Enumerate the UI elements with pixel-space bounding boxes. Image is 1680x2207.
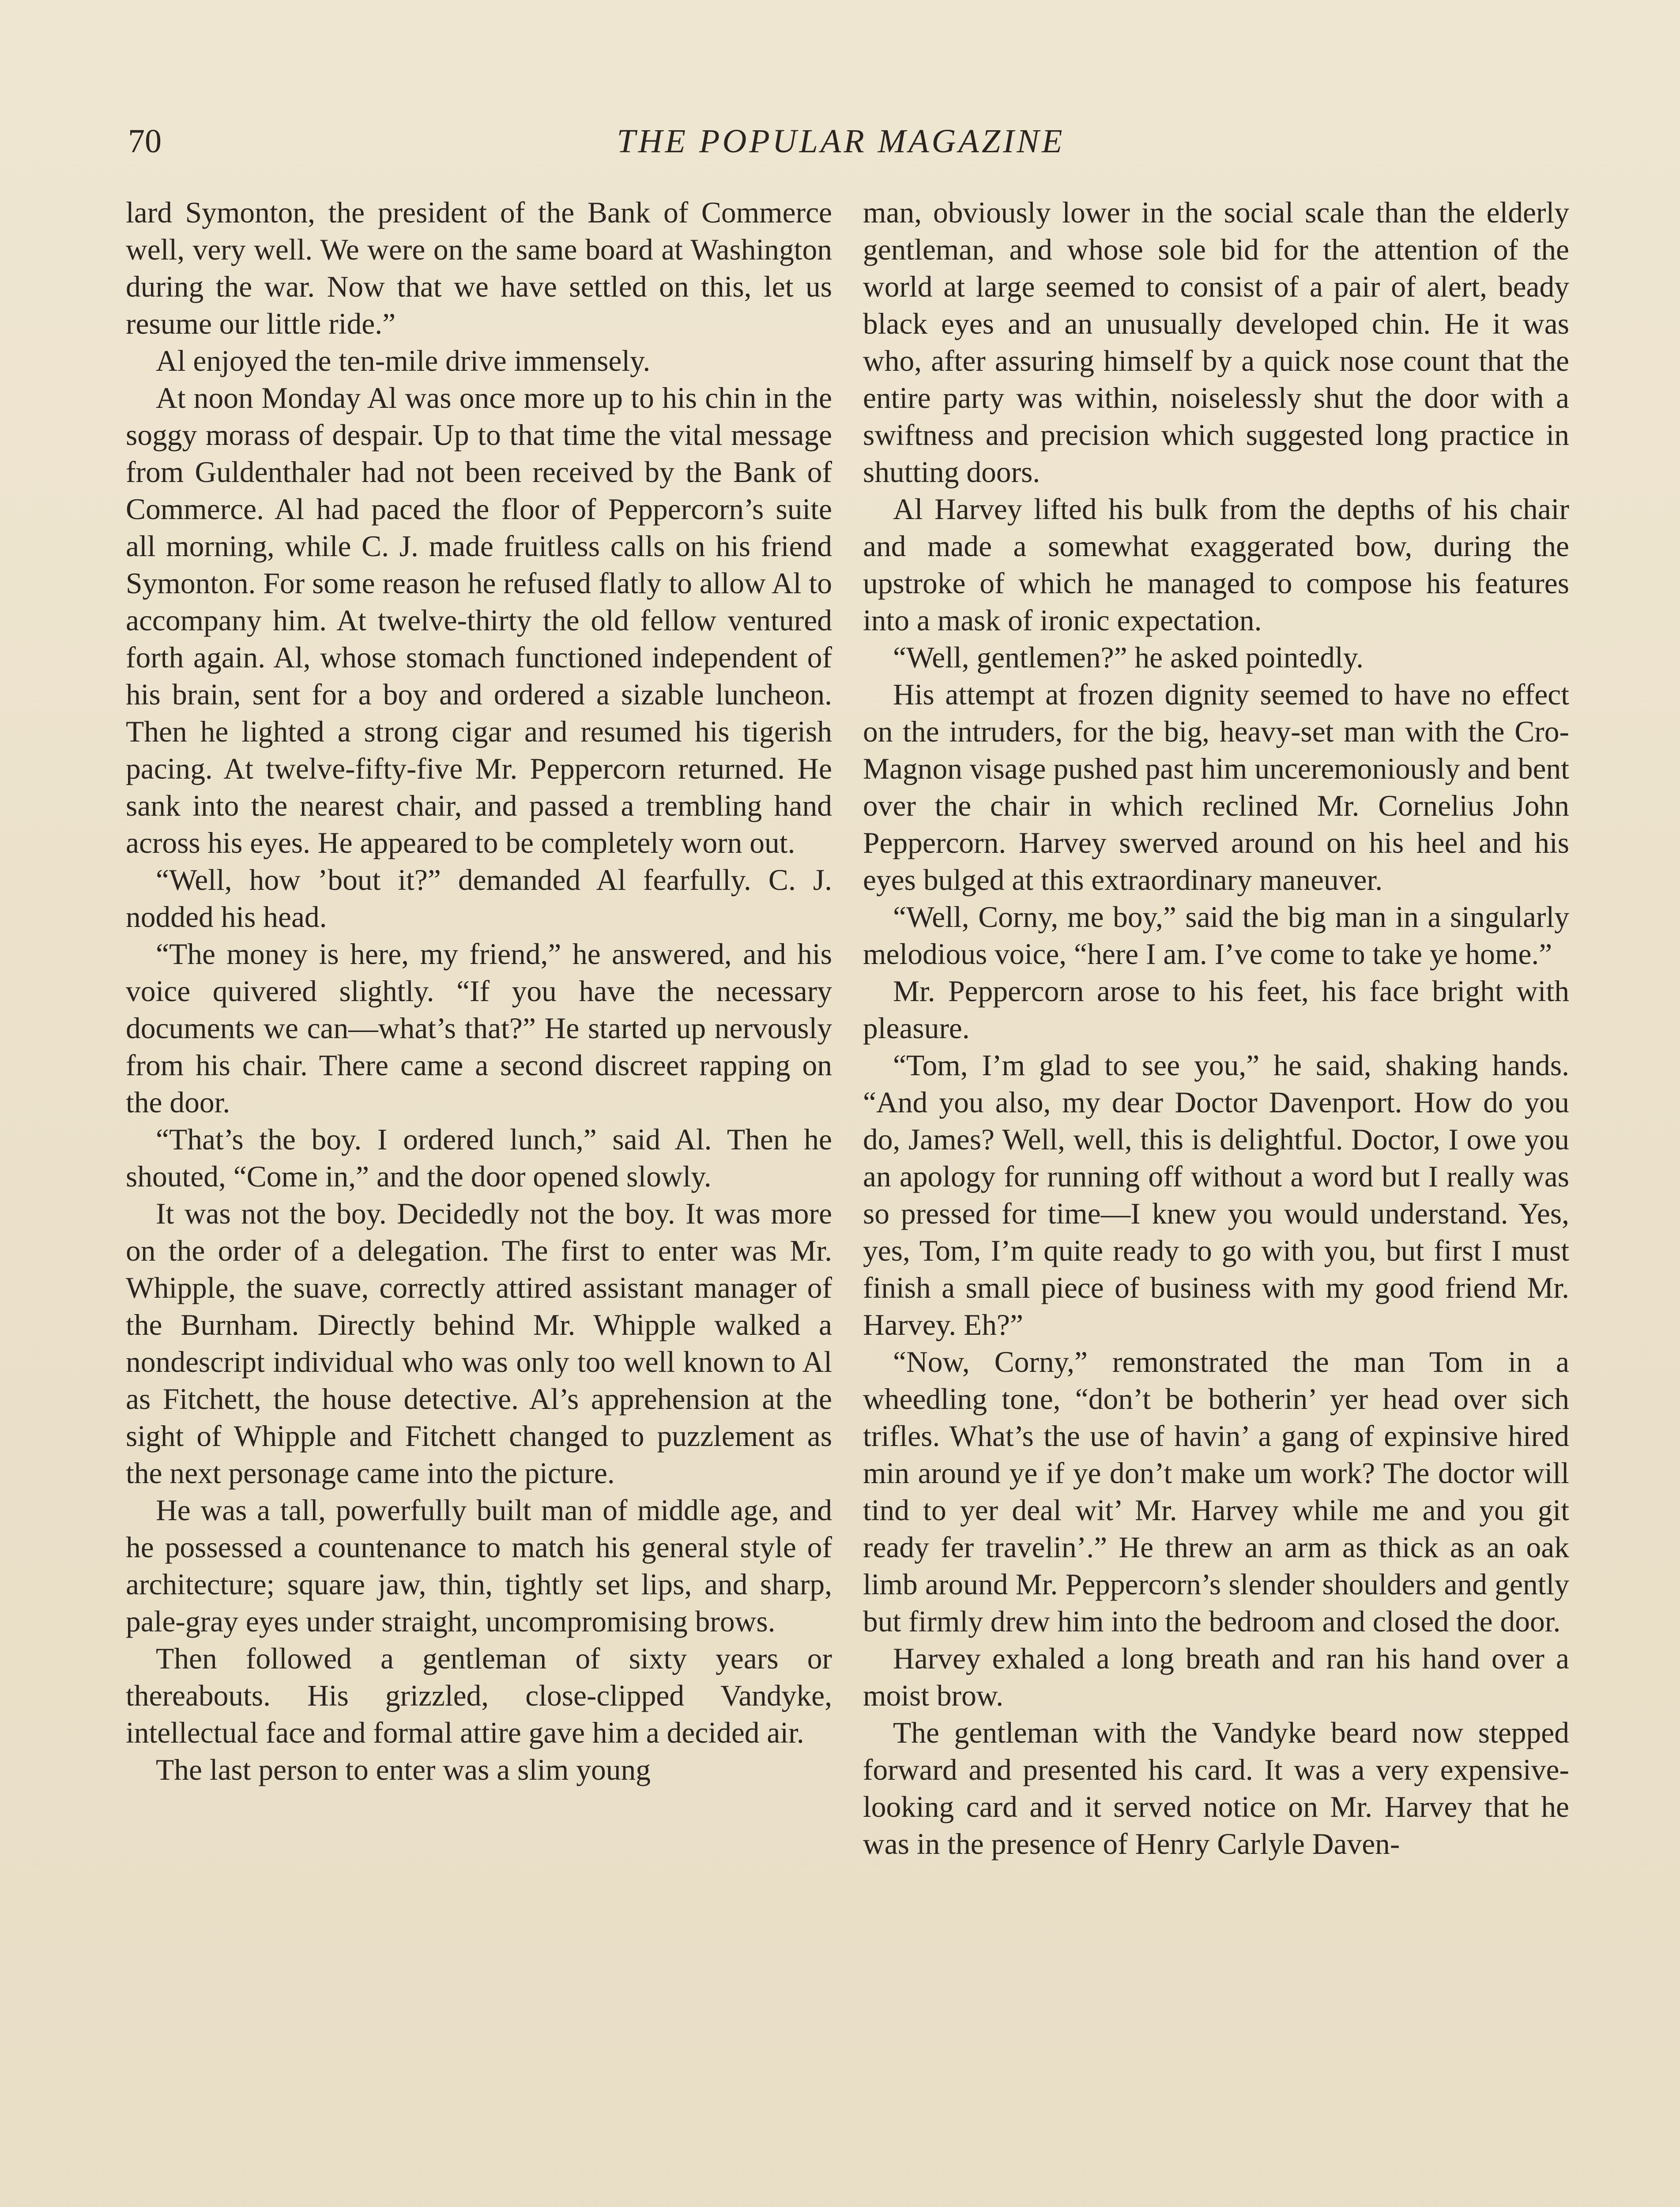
paragraph: Then followed a gentleman of sixty years or thereabouts. His grizzled, close-clipped Vandyke, intellectual face and formal attire gave him a decided air. (126, 1642, 832, 1749)
running-title: THE POPULAR MAGAZINE (617, 123, 1065, 160)
paragraph: He was a tall, powerfully built man of middle age, and he possessed a countenance to match his general style of architecture; square jaw, thin, tightly set lips, and sharp, pale-gray eyes under straight, uncompromising brows. (126, 1494, 832, 1638)
paragraph: “Well, gentlemen?” he asked pointedly. (893, 641, 1364, 674)
paragraph: His attempt at frozen dignity seemed to have no effect on the intruders, for the big, heavy-set man with the Cro-Magnon visage pushed past him unceremoniously and bent over the chair in which reclined Mr. Cornelius John Peppercorn. Harvey swerved around on his heel and his eyes bulged at this extraordinary maneuver. (863, 678, 1569, 896)
paragraph: lard Symonton, the president of the Bank of Commerce well, very well. We were on the same board at Washington during the war. Now that we have settled on this, let us resume our little ride.” (126, 196, 832, 340)
paragraph: “Tom, I’m glad to see you,” he said, shaking hands. “And you also, my dear Doctor Davenport. How do you do, James? Well, well, this is delightful. Doctor, I owe you an apology for running off without a word but I really was so pressed for time—I knew you would understand. Yes, yes, Tom, I’m quite ready to go with you, but first I must finish a small piece of business with my good friend Mr. Harvey. Eh?” (863, 1049, 1569, 1341)
paragraph: Al enjoyed the ten-mile drive immensely. (156, 344, 651, 377)
paragraph: Harvey exhaled a long breath and ran his hand over a moist brow. (863, 1642, 1569, 1712)
paragraph: “That’s the boy. I ordered lunch,” said Al. Then he shouted, “Come in,” and the door opened slowly. (126, 1123, 832, 1193)
page-header (128, 119, 1554, 163)
paragraph: At noon Monday Al was once more up to his chin in the soggy morass of despair. Up to that time the vital message from Guldenthaler had not been received by the Bank of Commerce. Al had paced the floor of Peppercorn’s suite all morning, while C. J. made fruitless calls on his friend Symonton. For some reason he refused flatly to allow Al to accompany him. At twelve-thirty the old fellow ventured forth again. Al, whose stomach functioned independent of his brain, sent for a boy and ordered a sizable luncheon. Then he lighted a strong cigar and resumed his tigerish pacing. At twelve-fifty-five Mr. Peppercorn returned. He sank into the nearest chair, and passed a trembling hand across his eyes. He appeared to be completely worn out. (126, 381, 832, 859)
paragraph: It was not the boy. Decidedly not the boy. It was more on the order of a delegation. The first to enter was Mr. Whipple, the suave, correctly attired assistant manager of the Burnham. Directly behind Mr. Whipple walked a nondescript individual who was only too well known to Al as Fitchett, the house detective. Al’s apprehension at the sight of Whipple and Fitchett changed to puzzlement as the next personage came into the picture. (126, 1197, 832, 1490)
page-number: 70 (128, 123, 162, 160)
paragraph: “Now, Corny,” remonstrated the man Tom in a wheedling tone, “don’t be botherin’ yer head over sich trifles. What’s the use of havin’ a gang of expinsive hired min around ye if ye don’t make um work? The doctor will tind to yer deal wit’ Mr. Harvey while me and you git ready fer travelin’.” He threw an arm as thick as an oak limb around Mr. Peppercorn’s slender shoulders and gently but firmly drew him into the bedroom and closed the door. (863, 1345, 1569, 1638)
paragraph: man, obviously lower in the social scale than the elderly gentleman, and whose sole bid for the attention of the world at large seemed to consist of a pair of alert, beady black eyes and an unusually developed chin. He it was who, after assuring himself by a quick nose count that the entire party was within, noiselessly shut the door with a swiftness and precision which suggested long practice in shutting doors. (863, 196, 1569, 489)
paragraph: “Well, how ’bout it?” demanded Al fearfully. C. J. nodded his head. (126, 863, 832, 934)
paragraph: Mr. Peppercorn arose to his feet, his face bright with pleasure. (863, 975, 1569, 1045)
paragraph: The gentleman with the Vandyke beard now stepped forward and presented his card. It was a very expensive-looking card and it served notice on Mr. Harvey that he was in the presence of Henry Carlyle Daven- (863, 1716, 1569, 1861)
left-column (126, 194, 832, 1789)
paragraph: “Well, Corny, me boy,” said the big man in a singularly melodious voice, “here I am. I’ve come to take ye home.” (863, 900, 1569, 971)
paragraph: “The money is here, my friend,” he answered, and his voice quivered slightly. “If you have the necessary documents we can—what’s that?” He started up nervously from his chair. There came a second discreet rapping on the door. (126, 938, 832, 1119)
right-column (863, 194, 1569, 1863)
paragraph: The last person to enter was a slim young (156, 1753, 651, 1786)
paragraph: Al Harvey lifted his bulk from the depths of his chair and made a somewhat exaggerated bow, during the upstroke of which he managed to compose his features into a mask of ironic expectation. (863, 493, 1569, 637)
